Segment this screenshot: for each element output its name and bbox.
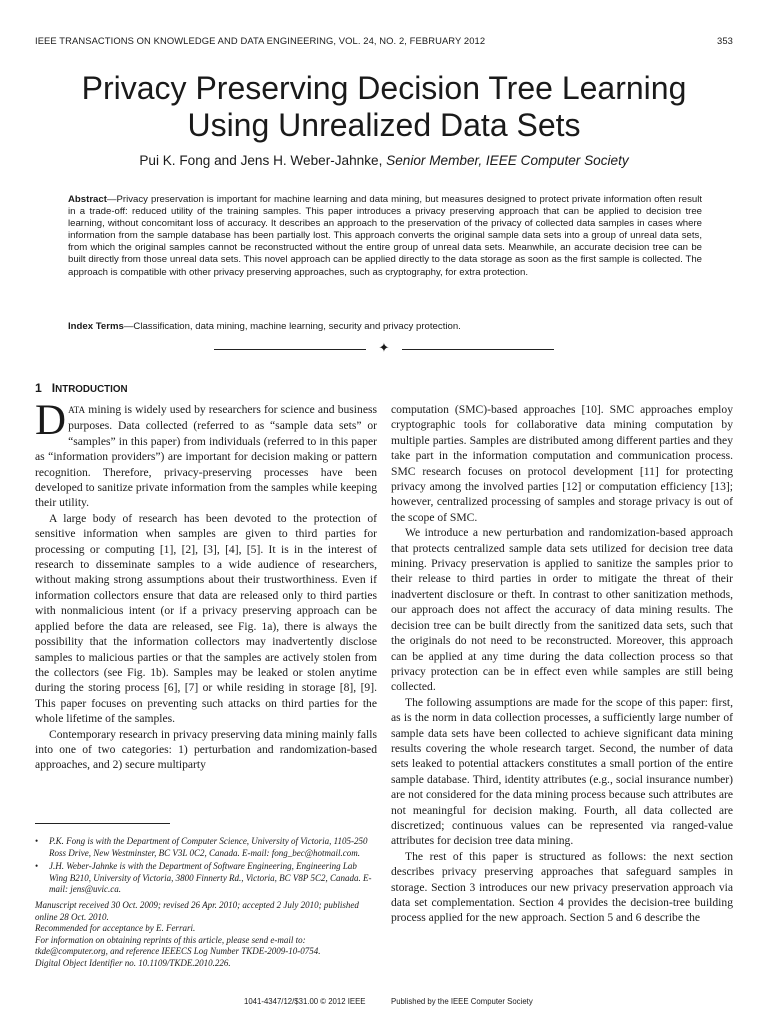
bullet-icon: • [35,836,39,846]
author-affiliation: Senior Member, IEEE Computer Society [386,153,629,168]
footnote-rule [35,823,170,824]
left-column [35,397,377,773]
abstract [68,194,702,279]
intro-paragraph-1 [35,397,377,511]
section-title-initial: I [51,381,56,395]
section-number: 1 [35,381,42,395]
intro-paragraph-1-text: mining is widely used by researchers for science and business purposes. Data collected (referred to as “sample data sets” or “samples” in this paper) from individuals (referred to in this paper as “information providers”) are important for decision making or pattern recognition. Therefore, privacy-preserving processes have been developed to sanitize private information from the samples while keeping their utility. [35,403,377,510]
recommended-by: Recommended for acceptance by E. Ferrari. [35,923,196,934]
index-terms-text: —Classification, data mining, machine learning, security and privacy protection. [123,321,461,332]
right-paragraph-2: We introduce a new perturbation and randomization-based approach that protects centralized sample data sets utilized for decision tree data mining. Privacy preservation is applied to sanitize the samples prior to their release to third parties in order to mitigate the threat of their inadvertent disclosure or theft. In contrast to other sanitization methods, our approach does not affect the accuracy of data mining results. The decision tree can be built directly from the sanitized data sets, such that the originals do not need to be reconstructed. Moreover, this approach can be applied at any time during the data collection process so that privacy protection can be in effect even while samples are still being collected. [391,526,733,694]
section-heading-introduction [35,381,128,395]
footnote-author-2 [35,861,377,896]
right-paragraph-3: The following assumptions are made for the scope of this paper: first, as is the norm in data collection processes, a sufficiently large number of sample data sets have been collected to achieve significant data mining results covering the whole research target. Second, the number of data sets leaked to potential attackers constitutes a small portion of the entire sample database. Third, identity attributes (e.g., social insurance number) are not considered for the data mining process because such attributes are not meaningful for decision making. Fourth, all data collected are discretized; continuous values can be represented via ranged-value attributes for decision tree data mining. [391,695,733,848]
section-title-rest: NTRODUCTION [55,384,128,395]
divider-line-right [402,349,554,350]
divider-line-left [214,349,366,350]
footnote-author-2-text: J.H. Weber-Jahnke is with the Department of Software Engineering, Engineering Lab Wing B210, University of Victoria, 3800 Finnerty Rd., Victoria, BC V8P 5C2, Canada. E-mail: jens@uvic.ca. [49,861,372,895]
doi: Digital Object Identifier no. 10.1109/TKDE.2010.226. [35,957,231,968]
running-head [35,35,733,46]
paper-title [20,70,748,144]
title-line-1: Privacy Preserving Decision Tree Learning [81,70,687,106]
page-number: 353 [717,35,733,46]
footer-copyright: 1041-4347/12/$31.00 © 2012 IEEE [244,997,366,1006]
divider-ornament-icon: ✦ [378,340,390,355]
journal-header: IEEE TRANSACTIONS ON KNOWLEDGE AND DATA ENGINEERING, VOL. 24, NO. 2, FEBRUARY 2012 [35,35,486,46]
author-line [20,153,748,168]
drop-cap: D [35,397,67,444]
footnote-author-1-text: P.K. Fong is with the Department of Computer Science, University of Victoria, 1105-250 Ross Drive, New Westminster, BC V3L 0C2, Canada. E-mail: fong_bec@hotmail.com. [49,836,368,858]
right-column [391,402,733,926]
right-paragraph-4: The rest of this paper is structured as follows: the next section describes privacy preserving approaches that safeguard samples in storage. Section 3 introduces our new privacy preservation approach via data set complementation. Section 4 provides the decision-tree building process applied for the new approach. Section 5 and 6 describe the [391,849,733,925]
right-paragraph-1: computation (SMC)-based approaches [10]. SMC approaches employ cryptographic tools for collaborative data mining computation by multiple parties. Samples are distributed among different parties and they take part in the information computation and communication process. SMC research focuses on protocol development [11] for protecting privacy among the involved parties [12] or computation efficiency [13]; however, centralized processing of samples and storage privacy is out of the scope of SMC. [391,403,733,524]
drop-cap-continuation: ATA [68,405,86,415]
index-terms-label: Index Terms [68,321,124,332]
intro-paragraph-3: Contemporary research in privacy preserving data mining mainly falls into one of two categories: 1) perturbation and randomization-based approaches, and 2) secure multiparty [35,727,377,772]
footnotes [35,836,377,970]
section-divider [214,342,554,356]
title-line-2: Using Unrealized Data Sets [187,107,581,143]
footnote-author-1 [35,836,377,859]
index-terms [68,321,702,333]
footer-publisher: Published by the IEEE Computer Society [391,997,533,1006]
abstract-label: Abstract [68,194,107,205]
bullet-icon: • [35,861,39,872]
abstract-text: —Privacy preservation is important for machine learning and data mining, but measures designed to protect private information often result in a trade-off: reduced utility of the training samples. This paper introduces a privacy preserving approach that can be applied to decision tree learning, without concomitant loss of accuracy. It describes an approach to the preservation of the privacy of collected data samples in cases where information from the sample database has been partially lost. This approach converts the original sample data sets into a group of unreal data sets, from which the original samples cannot be reconstructed without the entire group of unreal data sets. Meanwhile, an accurate decision tree can be built directly from those unreal data sets. This novel approach can be applied directly to the data storage as soon as the first sample is collected. The approach is compatible with other privacy preserving approaches, such as cryptography, for extra protection. [68,194,702,278]
author-names: Pui K. Fong and Jens H. Weber-Jahnke, [139,153,387,168]
manuscript-dates: Manuscript received 30 Oct. 2009; revised 26 Apr. 2010; accepted 2 July 2010; published online 28 Oct. 2010. [35,899,359,922]
intro-paragraph-2: A large body of research has been devoted to the protection of sensitive information when samples are given to third parties for processing or computing [1], [2], [3], [4], [5]. It is in the interest of research to disseminate samples to a wide audience of researchers, without making strong assumptions about their trustworthiness. Even if information collectors ensure that data are released only to third parties with nonmalicious intent (or if a privacy preserving approach can be applied before the data are released, see Fig. 1a), there is always the possibility that the information collectors may inadvertently disclose samples to malicious parties or that the samples are actively stolen from the collectors (see Fig. 1b). Samples may be leaked or stolen anytime during the storing process [6], [7] or while residing in storage [8], [9]. This paper focuses on preventing such attacks on third parties for the whole lifetime of the samples. [35,511,377,726]
reprints-info: For information on obtaining reprints of this article, please send e-mail to: tkde@computer.org, and reference IEEECS Log Number TKDE-2009-10-0754. [35,934,321,957]
